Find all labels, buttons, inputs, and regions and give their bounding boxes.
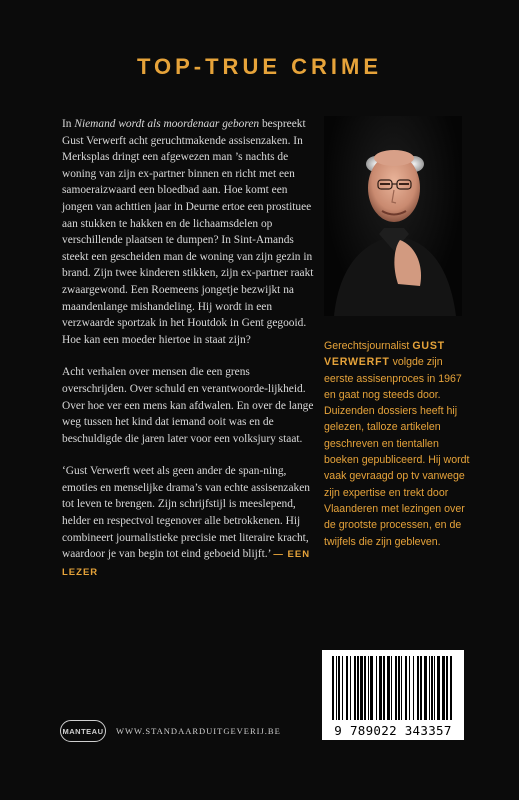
author-portrait-image [324,116,462,316]
barcode-bar [413,656,414,720]
isbn-digits: 9 789022 343357 [334,723,452,738]
barcode-bar [431,656,433,720]
cover-headline: TOP-TRUE CRIME [136,54,383,79]
barcode-bar [429,656,430,720]
author-photo [324,116,462,316]
blurb-intro: In [62,118,75,130]
barcode-bar [450,656,452,720]
book-title: Niemand wordt als moordenaar geboren [74,118,260,130]
quote-author: — EEN LEZER [62,549,311,578]
barcode-bar [409,656,410,720]
barcode-bar [437,656,440,720]
barcode-bar [346,656,348,720]
barcode-bar [391,656,392,720]
publisher-url[interactable]: WWW.STANDAARDUITGEVERIJ.BE [116,726,281,736]
blurb-text [62,116,314,597]
barcode-bar [405,656,407,720]
barcode-bars [322,654,464,724]
isbn-barcode [322,650,464,740]
barcode-bar [424,656,427,720]
barcode-bar [401,656,402,720]
bio-text: volgde zijn eerste assisenproces in 1967 en gaat nog steeds door. Duizenden dossiers heeft hij gelezen, talloze artikelen geschreven en tientallen boeken gepubliceerd. Hij wordt vaak gevraagd op tv vanwege zijn expertise en trekt door Vlaanderen met lezingen over de grootste processen, en de twijfels die zijn gebleven. [324,356,470,548]
reader-quote-text: ‘Gust Verwerft weet als geen ander de span-ning, emoties en menselijke drama’s van echte assisenzaken tot leven te brengen. Zijn schrijfstijl is meeslepend, helder en respectvol tegenover alle betrokkenen. Hij combineert journalistieke precisie met literaire kracht, waardoor je van begin tot eind geboeid blijft.’ [62,465,310,561]
blurb-paragraph-1-body: bespreekt Gust Verwerft acht geruchtmakende assisenzaken. In Merksplas dringt een afgewezen man ’s nachts de woning van zijn ex-partner binnen en richt met een samoeraizwaard een bloedbad aan. Hoe komt een jongen van achttien jaar in Deurne ertoe een prostituee aan stukken te hakken en de lichaamsdelen op verschillende plaatsen te dumpen? In Sint-Amands steekt een gescheiden man de woning van zijn gezin in brand. Zijn twee kinderen stikken, zijn ex-partner raakt zwaargewond. Een Roemeens jongetje bezwijkt na maandenlange mishandeling. Hij wordt in een verzwaarde sportzak in het Houtdok in Gent gegooid. Hoe kan een moeder hiertoe in staat zijn? [62,118,314,346]
blurb-paragraph-1 [62,116,314,348]
barcode-bar [354,656,356,720]
bio-prefix: Gerechtsjournalist [324,340,413,352]
barcode-bar [376,656,377,720]
barcode-bar [379,656,382,720]
barcode-bar [360,656,363,720]
barcode-bar [357,656,359,720]
barcode-bar [370,656,373,720]
barcode-bar [434,656,435,720]
barcode-bar [350,656,351,720]
barcode-bar [446,656,448,720]
barcode-bar [383,656,385,720]
barcode-bar [342,656,343,720]
barcode-bar [332,656,334,720]
barcode-bar [336,656,337,720]
barcode-bar [364,656,366,720]
author-bio [324,338,474,550]
barcode-bar [387,656,390,720]
barcode-bar [420,656,422,720]
publisher-logo: MANTEAU [60,720,106,742]
reader-quote [62,463,314,581]
barcode-bar [368,656,369,720]
barcode-bar [395,656,397,720]
barcode-bar [398,656,400,720]
author-name: GUST VERWERFT [324,340,445,369]
barcode-bar [417,656,419,720]
blurb-paragraph-2: Acht verhalen over mensen die een grens overschrijden. Over schuld en verantwoorde-lijkheid. Over hoe ver een mens kan afdwalen. En over de lange weg tussen het kind dat iemand ooit was en de beschuldigde die jaren later voor een volksjury staat. [62,366,314,445]
barcode-bar [442,656,445,720]
barcode-bar [338,656,340,720]
